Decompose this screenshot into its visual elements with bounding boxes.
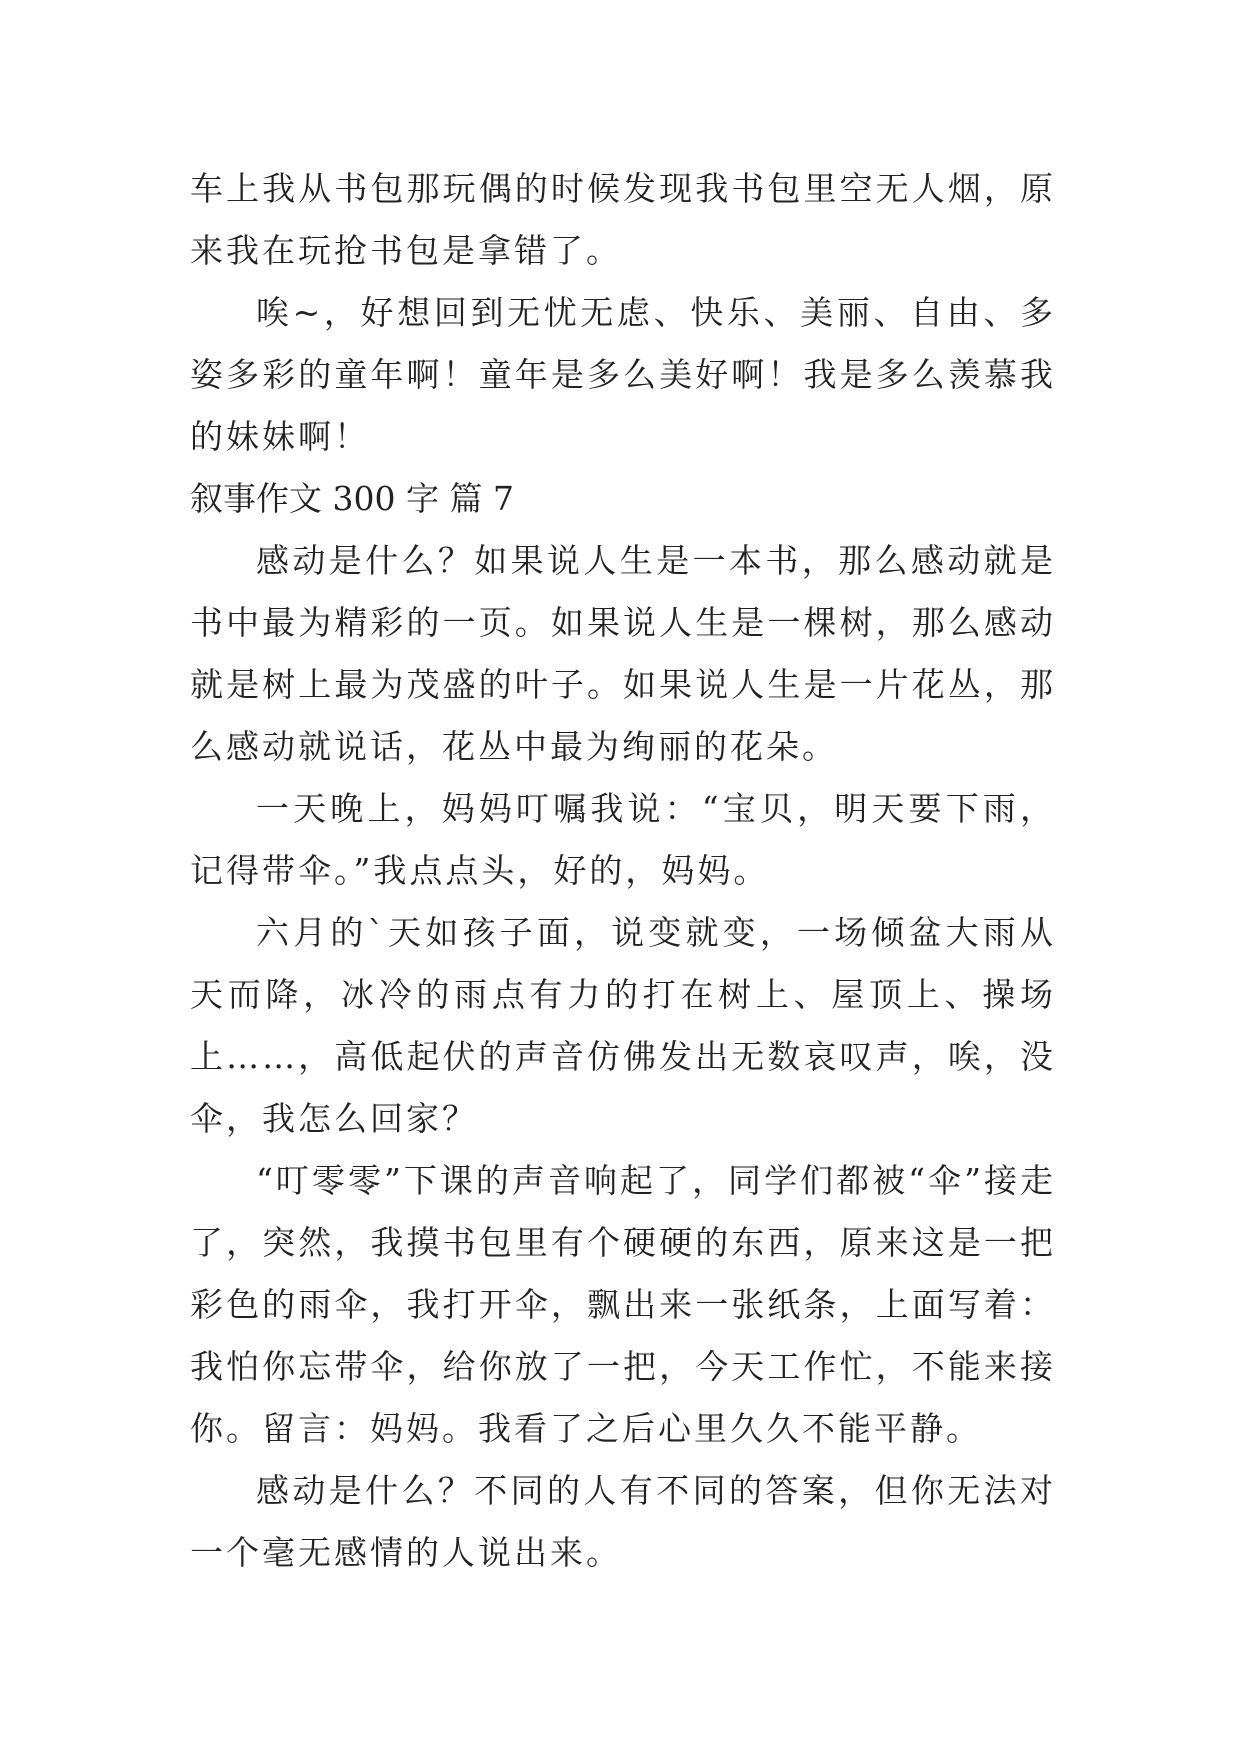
section-title: 叙事作文 300 字 篇 7 <box>190 479 514 518</box>
paragraph-rain: 六月的`天如孩子面，说变就变，一场倾盆大雨从天而降，冰冷的雨点有力的打在树上、屋顶上、操场上……，高低起伏的声音仿佛发出无数哀叹声，唉，没伞，我怎么回家？ <box>190 913 1056 1138</box>
paragraph-continued: 车上我从书包那玩偶的时候发现我书包里空无人烟，原来我在玩抢书包是拿错了。 <box>190 169 1056 270</box>
paragraph-umbrella: “叮零零”下课的声音响起了，同学们都被“伞”接走了，突然，我摸书包里有个硬硬的东西，原来这是一把彩色的雨伞，我打开伞，飘出来一张纸条，上面写着：我怕你忘带伞，给你放了一把，今天工作忙，不能来接你。留言：妈妈。我看了之后心里久久不能平静。 <box>190 1161 1056 1448</box>
paragraph-sigh: 唉~，好想回到无忧无虑、快乐、美丽、自由、多姿多彩的童年啊！童年是多么美好啊！我是多么羡慕我的妹妹啊！ <box>190 293 1056 456</box>
paragraph-what-is-touching: 感动是什么？如果说人生是一本书，那么感动就是书中最为精彩的一页。如果说人生是一棵树，那么感动就是树上最为茂盛的叶子。如果说人生是一片花丛，那么感动就说话，花丛中最为绚丽的花朵。 <box>190 541 1056 766</box>
paragraph-conclusion: 感动是什么？不同的人有不同的答案，但你无法对一个毫无感情的人说出来。 <box>190 1471 1056 1572</box>
document-page <box>190 158 1056 1584</box>
paragraph-mother-reminds: 一天晚上，妈妈叮嘱我说：“宝贝，明天要下雨，记得带伞。”我点点头，好的，妈妈。 <box>190 789 1056 890</box>
